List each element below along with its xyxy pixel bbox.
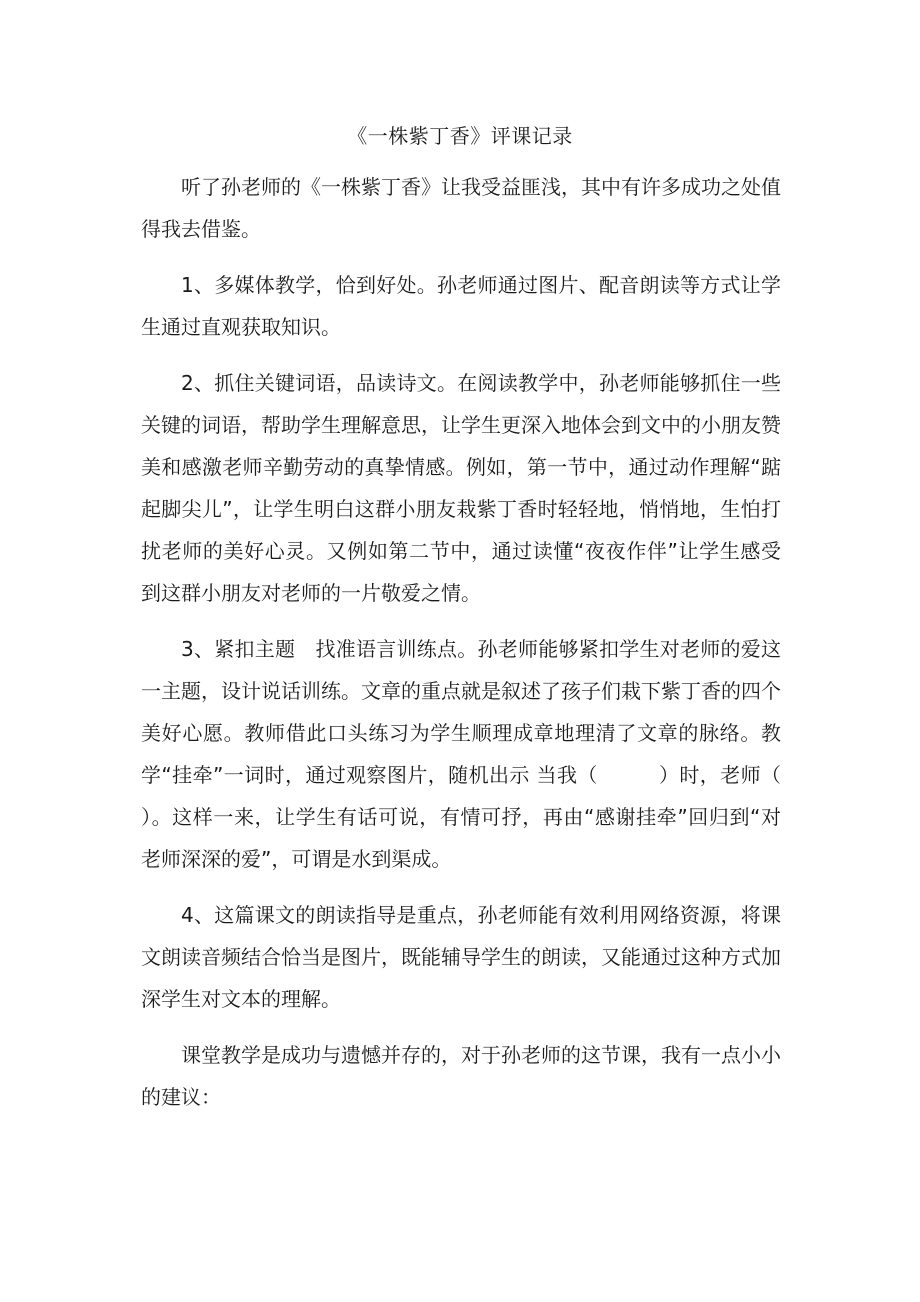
paragraph-point-3: 3、紧扣主题 找准语言训练点。孙老师能够紧扣学生对老师的爱这一主题，设计说话训练。文章的重点就是叙述了孩子们栽下紫丁香的四个美好心愿。教师借此口头练习为学生顺理成章地理清了文章的脉络。教学“挂牵”一词时，通过观察图片，随机出示 当我（ ）时，老师（ ）。这样一来，让学生有话可说，有情可抒，再由“感谢挂牵”回归到“对老师深深的爱”，可谓是水到渠成。	[141, 637, 841, 871]
paragraph-suggestion: 课堂教学是成功与遗憾并存的，对于孙老师的这节课，我有一点小小的建议：	[141, 1043, 781, 1109]
paragraph-intro: 听了孙老师的《一株紫丁香》让我受益匪浅，其中有许多成功之处值得我去借鉴。	[141, 175, 781, 241]
paragraph-point-1: 1、多媒体教学，恰到好处。孙老师通过图片、配音朗读等方式让学生通过直观获取知识。	[141, 273, 781, 339]
paragraph-point-4: 4、这篇课文的朗读指导是重点，孙老师能有效利用网络资源，将课文朗读音频结合恰当是图片，既能辅导学生的朗读，又能通过这种方式加深学生对文本的理解。	[141, 903, 781, 1011]
document-body	[141, 166, 841, 1132]
document-title: 《一株紫丁香》评课记录	[347, 124, 573, 148]
paragraph-point-2: 2、抓住关键词语，品读诗文。在阅读教学中，孙老师能够抓住一些关键的词语，帮助学生理解意思，让学生更深入地体会到文中的小朋友赞美和感激老师辛勤劳动的真挚情感。例如，第一节中，通过动作理解“踮起脚尖儿”，让学生明白这群小朋友栽紫丁香时轻轻地，悄悄地，生怕打扰老师的美好心灵。又例如第二节中，通过读懂“夜夜作伴”让学生感受到这群小朋友对老师的一片敬爱之情。	[141, 371, 781, 605]
